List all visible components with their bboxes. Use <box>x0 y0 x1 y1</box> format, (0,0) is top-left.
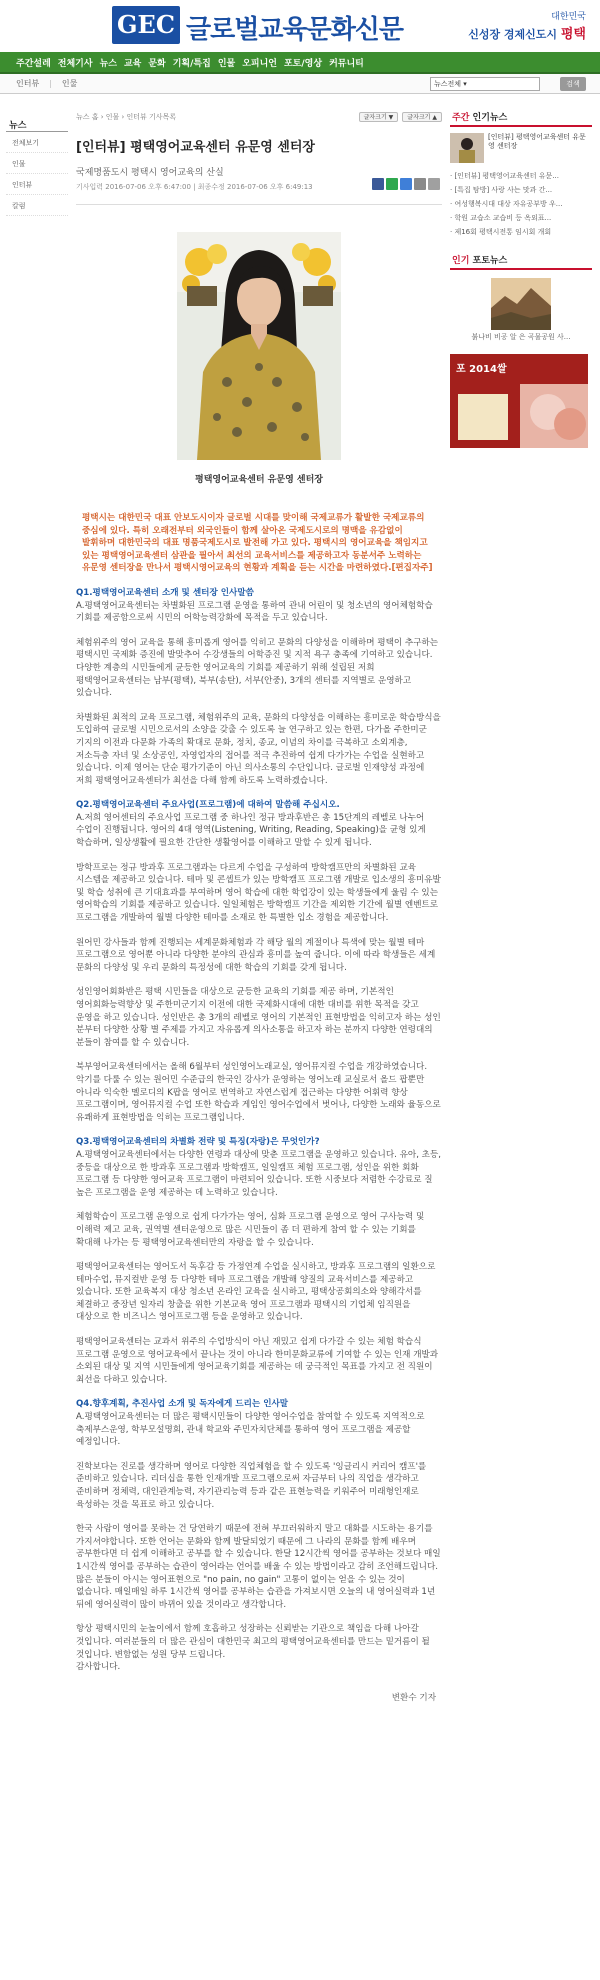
article-title: [인터뷰] 평택영어교육센터 유문영 센터장 <box>76 140 315 155</box>
left-sidebar-item[interactable]: 전체보기 <box>6 132 68 153</box>
question-heading: Q1.평택영어교육센터 소개 및 센터장 인사말씀 <box>76 587 254 598</box>
left-sidebar-item[interactable]: 인물 <box>6 153 68 174</box>
article-paragraph: 진학보다는 진로를 생각하며 영어로 다양한 직업체험을 할 수 있도록 '잉글리시 커리어 캠프'를 준비하고 있습니다. 리더십을 통한 인재개발 프로그램으로써 자금부터 나의 직업을 생각하고 준비하며 정체력, 대인관계능력, 자기관리능력 등과 같은 표현능력을 키워주어 미래형인재로 육성하는 것을 목표로 하고 있습니다. <box>76 1461 427 1510</box>
article-paragraph: 평택영어교육센터는 교과서 위주의 수업방식이 아닌 재밌고 쉽게 다가갈 수 있는 체험 학습식 프로그램 운영으로 영어교육에서 끝나는 것이 아니라 한미문화교류에 기여할 수 있는 인재 개발과 소외된 대상 및 지역 시민들에게 영어교육기회를 제공하는 데 궁극적인 목표를 가지고 전 직원이 최선을 다하고 있습니다. <box>76 1337 439 1385</box>
article-paragraph: 평택영어교육센터는 영어도서 독후감 등 가정연계 수업을 실시하고, 방과후 프로그램의 일환으로 테마수업, 뮤지컬반 운영 등 다양한 테마 프로그램을 개발해 양질의 교육서비스를 제공하고 있습니다. 또한 교육복지 대상 청소년 온라인 교육을 실시하고, 평택상공회의소와 양해각서를 체결하고 중장년 일자리 창출을 위한 기본교육 영어 프로그램과 평택시의 기업체 임직원을 대상으로 한 비즈니스 영어프로그램 등을 운영하고 있습니다. <box>76 1262 436 1323</box>
left-sidebar <box>6 118 68 216</box>
sponsor-banner[interactable] <box>468 12 586 42</box>
article-paragraph: 방학프로는 정규 방과후 프로그램과는 다르게 수업을 구성하여 방학캠프만의 차별화된 교육 시스템을 제공하고 있습니다. 테마 및 콘셉트가 있는 방학캠프 프로그램 개발로 입소생의 흥미유발 및 학습 성취에 큰 기대효과를 부여하며 영어 학습에 대한 학업강이 있는 학생들에게 울림 수 있는 영어학습의 기회를 제공하고 있습니다. 일일체험은 방학캠프 기간을 제외한 기간에 월별 엔벤트로 프로그램을 개발하여 월별 다양한 테마를 소재로 한 특별한 입소 경험을 제공합니다. <box>76 862 441 924</box>
sub-divider: | <box>49 79 52 88</box>
portrait-image <box>177 232 341 460</box>
nav-item-people[interactable]: 인물 <box>217 58 236 69</box>
nav-item-special[interactable]: 기획/특집 <box>172 58 211 69</box>
sub-nav <box>0 74 600 94</box>
nav-item-education[interactable]: 교육 <box>123 58 142 69</box>
article-paragraph: 북부영어교육센터에서는 올해 6월부터 성인영어노래교실, 영어뮤지컬 수업을 개강하였습니다. 악기를 다룰 수 있는 원어민 수준급의 한국인 강사가 운영하는 영어노래 교실로서 올드 팝뿐만 아니라 익숙한 멜로디의 K팝을 영어로 번역하고 자연스럽게 접근하는 다양한 어휘력 향상 프로그램이며, 영어뮤지컬 수업 또한 학습과 게임인 영어수업에서 벗어나, 다양한 노래와 율동으로 유쾌하게 표현방법을 익히는 프로그램입니다. <box>76 1062 441 1123</box>
article-paragraph: A.평택영어교육센터는 더 많은 평택시민들이 다양한 영어수업을 참여할 수 있도록 지역적으로 축제부스운영, 학부모설명회, 관내 학교와 주민자치단체를 통하여 영어 프로그램을 제공할 예정입니다. <box>76 1412 425 1448</box>
chevron-down-icon: ▾ <box>463 80 467 88</box>
nav-item-opinion[interactable]: 오피니언 <box>242 58 277 69</box>
logo-mark[interactable]: GEC <box>112 6 180 44</box>
article-photo <box>177 232 341 460</box>
article-paragraph: 한국 사람이 영어를 못하는 건 당연하기 때문에 전혀 부끄러워하지 말고 대화를 시도하는 용기를 가지셔야합니다. 또한 언어는 문화와 함께 발달되었기 때문에 그 나라의 문화를 함께 배우며 공부한다면 더 쉽게 이해하고 공부를 할 수 있습니다. 한달 12시간씩 영어를 공부하는 것보다 매일 1시간씩 영어를 공부하는 습관이 영어라는 언어를 배울 수 있는 방법이라고 감히 조언해드립니다. 많은 분들이 아시는 영어표현으로 "no pain, no gain" 고통이 없이는 얻을 수 있는 것이 없습니다. 매일매일 하루 1시간씩 영어를 공부하는 습관을 가져보시면 오늘의 내 영어실력과 1년 뒤에 영어실력이 많이 바뀌어 있을 것이라고 생각합니다. <box>76 1524 441 1610</box>
sponsor-small: 대한민국 <box>551 12 586 22</box>
sub-item-interview[interactable]: 인터뷰 <box>16 79 40 88</box>
popular-list <box>450 169 592 239</box>
photo-news-caption[interactable]: 붉나비 비공 알 은 곡물공원 사... <box>471 333 571 341</box>
reporter-name: 변환수 기자 <box>391 1692 436 1703</box>
article-paragraph: 체험학습이 프로그램 운영으로 쉽게 다가가는 영어, 심화 프로그램 운영으로 영어 구사능력 및 이해력 제고 교육, 권역별 센터운영으로 많은 시민들이 좀 더 편하게 참여 할 수 있는 기회를 확대해 나가는 등 평택영어교육센터만의 자랑을 할 수 있습니다. <box>76 1212 425 1248</box>
popular-thumbnail <box>450 133 484 163</box>
article-paragraph: 감사합니다. <box>76 1662 121 1673</box>
search-select[interactable]: 뉴스전체 ▾ <box>430 77 540 91</box>
photo-news-thumbnail[interactable] <box>491 278 551 330</box>
popular-top-item[interactable] <box>450 133 592 163</box>
search-button[interactable]: 검색 <box>560 77 586 91</box>
article-paragraph: 차별화된 최적의 교육 프로그램, 체험위주의 교육, 문화의 다양성을 이해하는 흥미로운 학습방식을 도입하여 글로벌 시민으로서의 소양을 갖출 수 있도록 늘 연구하고 있는 한편, 다가올 주한미군 기지의 이전과 다문화 가족의 확대로 문화, 정치, 종교, 이념의 차이를 극복하고 소외계층, 저소득층 자녀 및 소상공인, 자영업자의 접어를 적극 추진하여 쉽게 다가가는 수업을 실현하고 있습니다. 이제 영어는 단순 평가기준이 아닌 의사소통의 수단입니다. 글로벌 인재양성 과정에 저희 평택영어교육센터가 최선을 다해 함께 하도록 노력하겠습니다. <box>76 712 441 786</box>
photo-news-title: 인기 포토뉴스 <box>450 253 592 270</box>
list-item[interactable]: · [특집 탐방] 사랑 사는 맛과 간... <box>450 186 553 194</box>
facebook-icon[interactable] <box>372 178 384 190</box>
article-paragraph: A.평택영어교육센터는 차별화된 프로그램 운영을 통하여 관내 어린이 및 청소년의 영어체험학습 기회를 제공함으로써 시민의 어학능력강화에 목적을 두고 있습니다. <box>76 600 433 624</box>
article-paragraph: 원어민 강사들과 함께 진행되는 세계문화체험과 각 해당 월의 계절이나 특색에 맞는 월별 테마 프로그램으로 영어뿐 아니라 다양한 분야의 관심과 흥미를 높여 줍니다. 이에 따라 학생들은 세계 문화의 다양성 및 우리 문화의 특정성에 대한 학습의 기회를 갖게 됩니다. <box>76 937 436 973</box>
naver-icon[interactable] <box>386 178 398 190</box>
popular-top-text: [인터뷰] 평택영어교육센터 유문영 센터장 <box>488 133 586 150</box>
article-body <box>76 512 442 1704</box>
list-item[interactable]: · 여성행복시대 대상 자유공부방 우... <box>450 200 563 208</box>
font-smaller-button[interactable]: 글자크기 ▼ <box>359 112 399 122</box>
divider <box>76 204 442 205</box>
photo-caption: 평택영어교육센터 유문영 센터장 <box>195 475 323 485</box>
nav-item-news[interactable]: 뉴스 <box>99 58 117 69</box>
article-paragraph: A.평택영어교육센터에서는 다양한 연령과 대상에 맞춘 프로그램을 운영하고 있습니다. 유아, 초등, 중등을 대상으로 한 방과후 프로그램과 방학캠프, 일일캠프 체험 프로그램, 성인을 위한 회화 프로그램 등 다양한 영어교육 프로그램이 마련되어 있습니다. 또한 시중보다 저렴한 수강료로 질 높은 프로그램을 운영 제공하는 데 노력하고 있습니다. <box>76 1149 442 1198</box>
left-sidebar-item[interactable]: 인터뷰 <box>6 174 68 195</box>
print-icon[interactable] <box>414 178 426 190</box>
font-larger-button[interactable]: 글자크기 ▲ <box>402 112 442 122</box>
article-tools <box>359 112 442 122</box>
right-sidebar <box>450 110 592 448</box>
list-item[interactable]: · 학원 교습소 교습비 등 옥외표... <box>450 214 552 222</box>
list-item[interactable]: · [인터뷰] 평택영어교육센터 유문... <box>450 172 559 180</box>
question-heading: Q4.향후계획, 추진사업 소개 및 독자에게 드리는 인사말 <box>76 1399 289 1410</box>
article-subtitle: 국제명품도시 평택시 영어교육의 산실 <box>76 168 224 178</box>
list-item[interactable]: · 제16회 평택시전통 임시회 개회 <box>450 228 552 236</box>
question-heading: Q2.평택영어교육센터 주요사업(프로그램)에 대하여 말씀해 주십시오. <box>76 800 340 811</box>
site-header <box>0 0 600 52</box>
ad-banner[interactable] <box>450 354 588 448</box>
main-nav <box>0 52 600 74</box>
sponsor-city: 신성장 경제신도시 평택 <box>468 27 586 42</box>
nav-item-community[interactable]: 커뮤니티 <box>329 58 364 69</box>
breadcrumb[interactable]: 뉴스 홈 › 인물 › 인터뷰 기사목록 <box>76 113 177 121</box>
nav-item-weekly[interactable]: 주간설레 <box>16 58 51 69</box>
article-paragraph: A.저희 영어센터의 주요사업 프로그램 중 하나인 정규 방과후반은 총 15단계의 레벨로 나누어 수업이 진행됩니다. 영어의 4대 영역(Listening, Writing, Reading, Speaking)을 균형 있게 학습하며, 일상생활에 필요한 간단한 생활영어를 이해하고 말할 수 있게 됩니다. <box>76 812 426 849</box>
article <box>76 112 442 1703</box>
left-sidebar-item[interactable]: 칼럼 <box>6 195 68 216</box>
email-icon[interactable] <box>428 178 440 190</box>
left-sidebar-title: 뉴스 <box>6 118 68 132</box>
logo-text[interactable]: 글로벌교육문화신문 <box>186 15 404 45</box>
article-paragraph: 체험위주의 영어 교육을 통해 흥미롭게 영어를 익히고 문화의 다양성을 이해하며 평택이 추구하는 평택시민 국제화 증진에 발맞추어 수강생들의 어학증진 및 지적 욕구 충족에 기여하고 있습니다. 다양한 계층의 시민들에게 균등한 영어교육의 기회를 제공하기 위해 설립된 저희 평택영어교육센터는 남부(평택), 북부(송탄), 서부(안중), 3개의 센터를 지역별로 운영하고 있습니다. <box>76 637 439 699</box>
sub-item-people[interactable]: 인물 <box>61 79 78 88</box>
article-meta: 기사입력 2016-07-06 오후 6:47:00 | 최종수정 2016-07-06 오후 6:49:13 <box>76 183 313 191</box>
article-paragraph: 항상 평택시민의 눈높이에서 함께 호흡하고 성장하는 신뢰받는 기관으로 책임을 다해 나아갈 것입니다. 여러분들의 더 많은 관심이 대한민국 최고의 평택영어교육센터를 만드는 밑거름이 될 것입니다. 변함없는 성원 당부 드립니다. <box>76 1624 430 1660</box>
article-paragraph: 성인영어회화반은 평택 시민들을 대상으로 균등한 교육의 기회를 제공 하며, 기본적인 영어회화능력향상 및 주한미군기지 이전에 대한 국제화시대에 대한 대비를 위한 목적을 갖고 운영을 하고 있습니다. 성인반은 총 3개의 레벨로 영어의 기본적인 표현방법을 익히고자 하는 성인 분부터 다양한 상황 별 주제를 가지고 자유롭게 의사소통을 하고자 하는 분까지 다양한 연령대의 분들이 참여를 할 수 있습니다. <box>76 987 441 1048</box>
twitter-icon[interactable] <box>400 178 412 190</box>
question-heading: Q3.평택영어교육센터의 차별화 전략 및 특징(자랑)은 무엇인가? <box>76 1137 320 1148</box>
nav-item-culture[interactable]: 문화 <box>148 58 166 69</box>
sponsor-name: 평택 <box>560 27 586 42</box>
article-lead: 평택시는 대한민국 대표 안보도시이자 글로벌 시대를 맞이해 국제교류가 활발한 국제교류의 중심에 있다. 특히 오래전부터 외국인들이 함께 살아온 국제도시로의 명맥을 유감없이 발휘하며 대한민국의 대표 명품국제도시로 발전해 가고 있다. 평택시의 영어교육을 책임지고 있는 평택영어교육센터 삼관을 필아서 최선의 교육서비스를 제공하고자 동분서주 노력하는 유문영 센터장을 만나서 평택시영어교육의 현황과 계획을 듣는 시간을 마련하였다.[편집자주] <box>82 513 433 574</box>
ad-text: 포 2014쌀 <box>456 364 507 375</box>
nav-item-all[interactable]: 전체기사 <box>57 58 93 69</box>
popular-news-title: 주간 인기뉴스 <box>450 110 592 127</box>
share-buttons <box>372 178 440 190</box>
nav-item-photo[interactable]: 포토/영상 <box>283 58 323 69</box>
